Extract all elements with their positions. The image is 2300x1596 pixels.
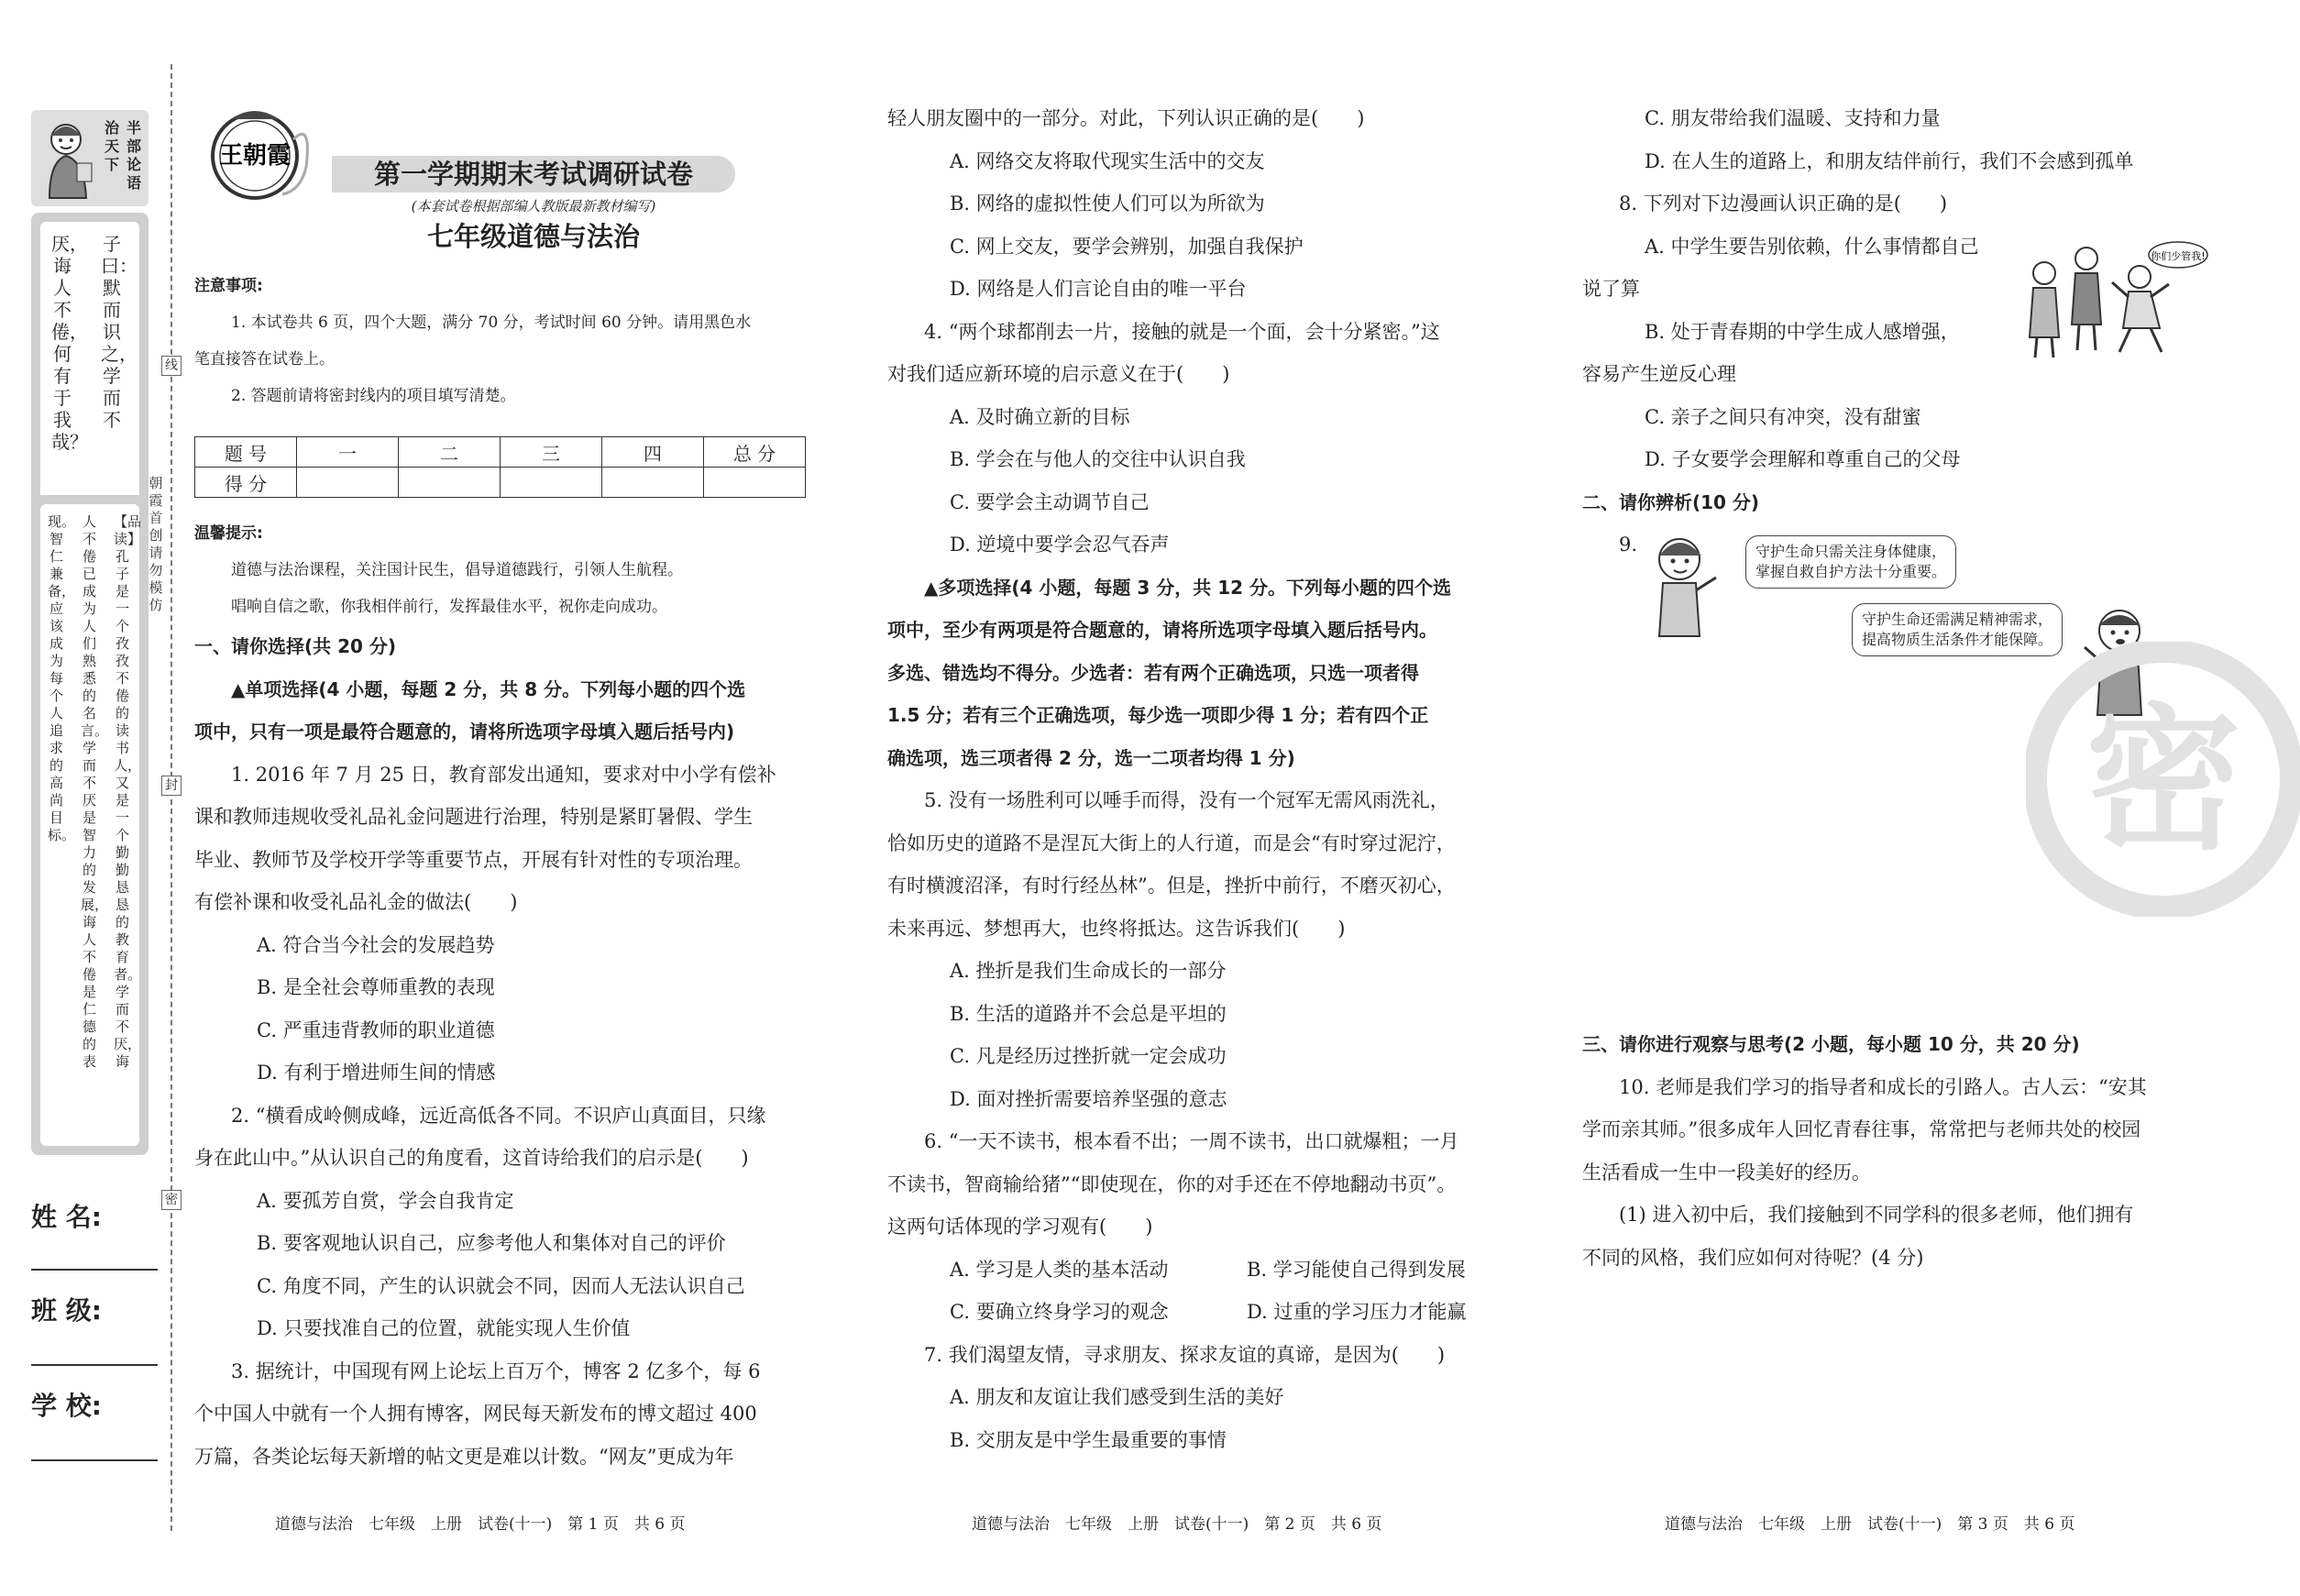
q5-option-d: D. 面对挫折需要培养坚强的意志: [950, 1087, 1227, 1110]
multi-choice-instructions-cont: 1.5 分；若有三个正确选项，每少选一项即少得 1 分；若有四个正: [887, 704, 1429, 726]
course-title: 七年级道德与法治: [426, 221, 640, 252]
q8-option-c: C. 亲子之间只有冲突，没有甜蜜: [1645, 405, 1921, 428]
tips-heading: 温馨提示:: [194, 524, 263, 543]
family-cartoon-icon: [2017, 237, 2209, 361]
question-5-line: 恰如历史的道路不是涅瓦大街上的人行道，而是会“有时穿过泥泞，: [887, 831, 1456, 854]
q4-option-d: D. 逆境中要学会忍气吞声: [950, 534, 1170, 556]
school-label: 学 校:: [31, 1391, 102, 1421]
score-input-cell[interactable]: [297, 468, 399, 498]
q8-option-d: D. 子女要学会理解和尊重自己的父母: [1645, 448, 1961, 470]
logo-text: 王朝霞: [218, 142, 292, 170]
q7-option-a: A. 朋友和友谊让我们感受到生活的美好: [950, 1386, 1284, 1408]
question-5-line: 未来再远、梦想再大，也终将抵达。这告诉我们( ): [887, 917, 1346, 940]
q5-option-c: C. 凡是经历过挫折就一定会成功: [950, 1045, 1227, 1067]
tips-line-2: 唱响自信之歌，你我相伴前行，发挥最佳水平，祝你走向成功。: [231, 598, 667, 616]
question-10: 10. 老师是我们学习的指导者和成长的引路人。古人云：“安其: [1619, 1075, 2147, 1098]
q4-option-b: B. 学会在与他人的交往中认识自我: [950, 448, 1246, 470]
question-1: 1. 2016 年 7 月 25 日，教育部发出通知，要求对中小学有偿补: [231, 763, 776, 786]
table-cell: 题 号: [195, 437, 297, 468]
section-2-heading: 二、请你辨析(10 分): [1582, 490, 1760, 513]
bubble-1-line-1: 守护生命只需关注身体健康，: [1755, 543, 1947, 560]
question-2-line: 身在此山中。”从认识自己的角度看，这首诗给我们的启示是( ): [194, 1147, 749, 1169]
q4-option-a: A. 及时确立新的目标: [950, 405, 1130, 428]
score-input-cell[interactable]: [602, 468, 704, 498]
q5-option-b: B. 生活的道路并不会总是平坦的: [950, 1002, 1227, 1025]
notice-heading: 注意事项:: [194, 277, 263, 295]
table-cell: 二: [399, 437, 501, 468]
question-3-line: 个中国人中就有一个人拥有博客，网民每天新发布的博文超过 400: [194, 1403, 757, 1425]
question-10-part-1: (1) 进入初中后，我们接触到不同学科的很多老师，他们拥有: [1619, 1204, 2134, 1226]
q6-options-row-2: [887, 1291, 1511, 1334]
comment-col-2: 人不倦已成为人们熟悉的名言。学而不厌是智力的发展，诲人不倦是仁德的表: [81, 513, 109, 1070]
notice-item-1: 1. 本试卷共 6 页，四个大题，满分 70 分，考试时间 60 分钟。请用黑色水: [231, 314, 752, 332]
q7-option-b: B. 交朋友是中学生最重要的事情: [950, 1428, 1227, 1451]
exam-title: 第一学期期末考试调研试卷: [332, 156, 735, 193]
page-3-section-3: [1582, 1023, 2215, 1279]
q6-option-b: B. 学习能使自己得到发展: [1247, 1258, 1466, 1281]
q6-option-a: A. 学习是人类的基本活动: [950, 1258, 1169, 1281]
question-2: 2. “横看成岭侧成峰，远近高低各不同。不识庐山真面目，只缘: [231, 1104, 766, 1127]
page-2-column: [887, 97, 1511, 1461]
question-1-line: 有偿补课和收受礼品礼金的做法( ): [194, 891, 518, 913]
table-cell: 一: [297, 437, 399, 468]
q7-option-d: D. 在人生的道路上，和朋友结伴前行，我们不会感到孤单: [1645, 149, 2134, 172]
table-cell: 得 分: [195, 468, 297, 498]
name-line[interactable]: [31, 1269, 158, 1271]
multi-choice-instructions-cont: 确选项，选三项者得 2 分，选一二项者均得 1 分): [887, 746, 1295, 769]
question-3-cont: 轻人朋友圈中的一部分。对此，下列认识正确的是( ): [887, 107, 1365, 129]
q1-option-d: D. 有利于增进师生间的情感: [257, 1062, 496, 1084]
q8-option-b: B. 处于青春期的中学生成人感增强，: [1645, 320, 1960, 343]
score-table-header-row: [195, 437, 806, 468]
question-4-line: 对我们适应新环境的启示意义在于( ): [887, 363, 1230, 385]
multi-choice-instructions-cont: 项中，至少有两项是符合题意的，请将所选项字母填入题后括号内。: [887, 619, 1437, 641]
question-1-line: 课和教师违规收受礼品礼金问题进行治理，特别是紧盯暑假、学生: [194, 806, 753, 828]
multi-choice-instructions-cont: 多选、错选均不得分。少选者：若有两个正确选项，只选一项者得: [887, 661, 1419, 684]
section-1-heading: 一、请你选择(共 20 分): [194, 635, 397, 657]
page-2-footer: 道德与法治 七年级 上册 试卷(十一) 第 2 页 共 6 页: [972, 1515, 1382, 1534]
q1-option-b: B. 是全社会尊师重教的表现: [257, 976, 495, 998]
q8-option-b-cont: 容易产生逆反心理: [1582, 363, 1736, 385]
confucius-cartoon-icon: [37, 116, 101, 203]
seal-char: 密: [2085, 690, 2242, 872]
q2-option-c: C. 角度不同，产生的认识就会不同，因而人无法认识自己: [257, 1274, 745, 1297]
bubble-2-line-2: 提高物质生活条件才能保障。: [1862, 631, 2053, 648]
page-1-body: [194, 515, 807, 1478]
score-input-cell[interactable]: [399, 468, 501, 498]
question-6-line: 不读书，智商输给猪”“即使现在，你的对手还在不停地翻动书页”。: [887, 1172, 1457, 1195]
table-cell: 三: [501, 437, 602, 468]
bubble-1-line-2: 掌握自救自护方法十分重要。: [1755, 563, 1947, 580]
score-input-cell[interactable]: [501, 468, 602, 498]
score-table-score-row: [195, 468, 806, 498]
q3-option-c: C. 网上交友，要学会辨别，加强自我保护: [950, 235, 1304, 258]
multi-choice-instructions: ▲多项选择(4 小题，每题 3 分，共 12 分。下列每小题的四个选: [924, 576, 1451, 599]
page-1-footer: 道德与法治 七年级 上册 试卷(十一) 第 1 页 共 6 页: [275, 1515, 686, 1534]
class-line[interactable]: [31, 1364, 158, 1366]
speech-bubble-1: [1745, 535, 1956, 589]
q8-option-a-cont: 说了算: [1582, 278, 1640, 300]
brand-slogan-col2: 治天下: [104, 119, 119, 173]
exam-subtitle: (本套试卷根据部编人教版最新教材编写): [411, 198, 656, 215]
comment-col-3: 现。智仁兼备，应该成为每个人追求的高尚目标。: [48, 513, 76, 843]
q3-option-b: B. 网络的虚拟性使人们可以为所欲为: [950, 193, 1265, 215]
section-3-heading: 三、请你进行观察与思考(2 小题，每小题 10 分，共 20 分): [1582, 1033, 2080, 1055]
question-3: 3. 据统计，中国现有网上论坛上百万个，博客 2 亿多个，每 6: [231, 1359, 761, 1382]
q3-option-d: D. 网络是人们言论自由的唯一平台: [950, 278, 1247, 300]
q2-option-a: A. 要孤芳自赏，学会自我肯定: [257, 1189, 514, 1212]
question-5-line: 有时横渡沼泽，有时行经丛林”。但是，挫折中前行，不磨灭初心，: [887, 875, 1456, 897]
tips-line-1: 道德与法治课程，关注国计民生，倡导道德践行，引领人生航程。: [231, 561, 683, 579]
seal-mark-secret: 密: [161, 1190, 182, 1210]
left-sidebar: [31, 110, 149, 1155]
q6-options-row-1: [887, 1249, 1511, 1292]
question-8: 8. 下列对下边漫画认识正确的是( ): [1619, 193, 1948, 215]
table-cell: 四: [602, 437, 704, 468]
school-line[interactable]: [31, 1459, 158, 1461]
table-cell: 总 分: [704, 437, 806, 468]
brand-slogan-col1: 半部论语: [126, 119, 141, 192]
page-3-footer: 道德与法治 七年级 上册 试卷(十一) 第 3 页 共 6 页: [1665, 1515, 2075, 1534]
single-choice-instructions: ▲单项选择(4 小题，每题 2 分，共 8 分。下列每小题的四个选: [231, 677, 746, 700]
question-1-line: 毕业、教师节及学校开学等重要节点，开展有针对性的专项治理。: [194, 848, 753, 871]
question-5: 5. 没有一场胜利可以唾手而得，没有一个冠军无需风雨洗礼，: [924, 789, 1449, 811]
bubble-2-line-1: 守护生命还需满足精神需求，: [1862, 611, 2053, 628]
quote-col-1: 子曰：默而识之，学而不: [101, 233, 138, 431]
q3-option-a: A. 网络交友将取代现实生活中的交友: [950, 149, 1265, 172]
cartoon-speech: 你们少管我!: [2151, 250, 2206, 262]
question-10-line: 生活看成一生中一段美好的经历。: [1582, 1161, 1871, 1183]
q7-option-c: C. 朋友带给我们温暖、支持和力量: [1645, 107, 1941, 129]
brand-banner: [31, 110, 149, 206]
class-label: 班 级:: [31, 1295, 102, 1326]
q1-option-a: A. 符合当今社会的发展趋势: [257, 933, 495, 956]
score-input-cell[interactable]: [704, 468, 806, 498]
q1-option-c: C. 严重违背教师的职业道德: [257, 1018, 495, 1041]
girl-cartoon-icon: [1641, 530, 1723, 640]
q6-option-d: D. 过重的学习压力才能赢: [1247, 1301, 1467, 1323]
question-9-number: 9.: [1619, 534, 1638, 556]
quote-col-2: 厌，诲人不倦，何有于我哉？: [51, 233, 88, 453]
question-3-line: 万篇，各类论坛每天新增的帖文更是难以计数。“网友”更成为年: [194, 1445, 734, 1468]
q8-option-a: A. 中学生要告别依赖，什么事情都自己: [1645, 235, 1979, 258]
binding-note: 朝霞首创 请勿模仿: [149, 475, 163, 613]
name-label: 姓 名:: [31, 1202, 102, 1232]
seal-mark-line: 线: [161, 356, 182, 376]
brand-logo: [204, 103, 315, 204]
single-choice-instructions-cont: 项中，只有一项是最符合题意的，请将所选项字母填入题后括号内): [194, 721, 735, 743]
question-6-line: 这两句话体现的学习观有( ): [887, 1216, 1153, 1238]
question-10-part-1-cont: 不同的风格，我们应如何对待呢？(4 分): [1582, 1246, 1924, 1269]
notice-item-1-cont: 笔直接答在试卷上。: [194, 350, 335, 369]
seal-mark-seal: 封: [161, 776, 182, 796]
binding-line: [171, 64, 172, 1531]
q2-option-b: B. 要客观地认识自己，应参考他人和集体对自己的评价: [257, 1232, 726, 1254]
notice-item-2: 2. 答题前请将密封线内的项目填写清楚。: [231, 387, 516, 405]
q5-option-a: A. 挫折是我们生命成长的一部分: [950, 960, 1227, 982]
comment-col-1: 【品读】孔子是一个孜孜不倦的读书人，又是一个勤勤恳恳的教育者。学而不厌，诲: [114, 513, 142, 1070]
score-table: [194, 436, 806, 498]
q6-option-c: C. 要确立终身学习的观念: [950, 1301, 1169, 1323]
seal-watermark-icon: [2026, 642, 2300, 917]
question-10-line: 学而亲其师。”很多成年人回忆青春往事，常常把与老师共处的校园: [1582, 1118, 2141, 1140]
question-7: 7. 我们渴望友情，寻求朋友、探求友谊的真谛，是因为( ): [924, 1343, 1446, 1366]
q4-option-c: C. 要学会主动调节自己: [950, 490, 1150, 513]
question-4: 4. “两个球都削去一片，接触的就是一个面，会十分紧密。”这: [924, 320, 1440, 343]
commentary-box: [31, 495, 149, 1155]
q2-option-d: D. 只要找准自己的位置，就能实现人生价值: [257, 1317, 631, 1339]
question-6: 6. “一天不读书，根本看不出；一周不读书，出口就爆粗；一月: [924, 1130, 1459, 1152]
